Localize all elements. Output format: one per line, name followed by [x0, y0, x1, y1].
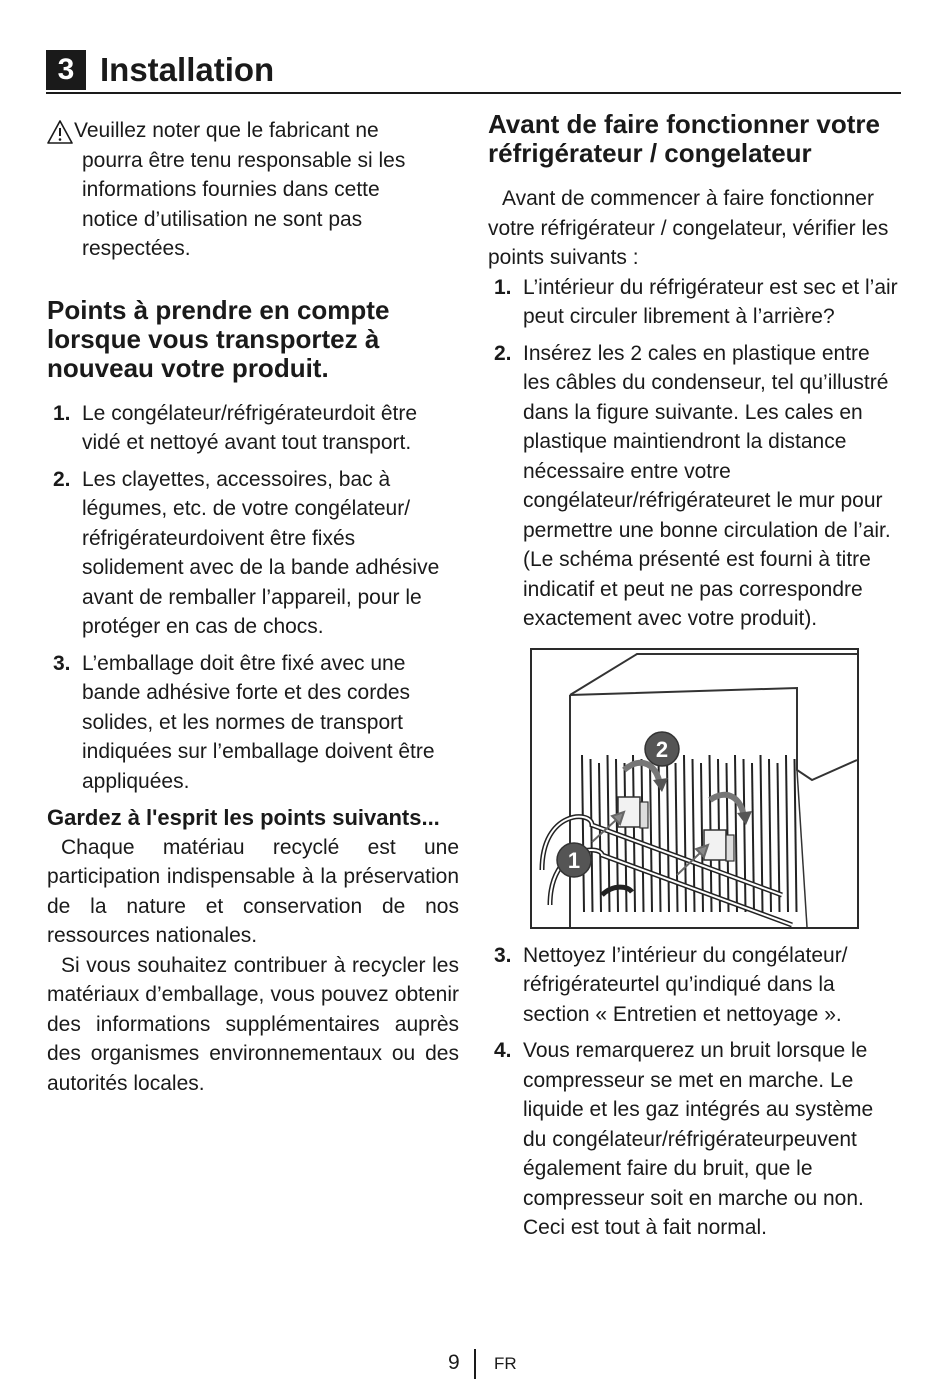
transport-heading: Points à prendre en compte lorsque vous transportez à nouveau votre produit. — [47, 294, 390, 383]
callout-badge-1 — [557, 843, 591, 877]
list-item — [47, 399, 459, 458]
list-item — [488, 941, 900, 1030]
step-number: 3. — [53, 651, 71, 675]
footer-divider — [474, 1349, 476, 1379]
list-item — [47, 649, 459, 797]
step-text: Le congélateur/réfrigérateurdoit être vidé et nettoyé avant tout transport. — [82, 401, 418, 454]
list-item — [488, 273, 900, 332]
step-number: 4. — [494, 1039, 512, 1062]
right-column — [488, 110, 900, 1250]
step-number: 2. — [494, 341, 512, 365]
left-column — [47, 110, 459, 1098]
page-number: 9 — [448, 1351, 460, 1374]
warning-line: pourra être tenu responsable si les — [82, 148, 406, 172]
page-footer — [0, 1349, 950, 1383]
step-text: L’intérieur du réfrigérateur est sec et l’air peut circuler librement à l’arrière? — [523, 275, 898, 328]
step-number: 2. — [53, 467, 71, 491]
callout-badge-2 — [645, 732, 679, 766]
recycling-contact-paragraph: Si vous souhaitez contribuer à recycler les matériaux d’emballage, vous pouvez obtenir des informations supplémentaires auprès des organismes environnementaux ou des autorités locales. — [47, 953, 459, 1095]
check-steps — [488, 273, 900, 634]
callout-label-1: 1 — [567, 847, 581, 873]
warning-line: Veuillez noter que le fabricant ne — [74, 119, 379, 142]
step-text: Insérez les 2 cales en plastique entre les câbles du condenseur, tel qu’illustré dans la figure suivante. Les cales en plastique maintiendront la distance nécessaire entre votre congélateur/réfrigérateuret le mur pour permettre une bonne circulation de l’air. (Le schéma présenté est fourni à titre indicatif et peut ne pas correspondre exactement avec votre produit). — [523, 341, 891, 630]
chapter-number-badge: 3 — [46, 50, 86, 90]
warning-line: respectées. — [82, 237, 191, 260]
check-steps-continued — [488, 941, 900, 1243]
warning-line: informations fournies dans cette — [82, 178, 380, 201]
step-number: 1. — [494, 275, 512, 299]
remember-heading: Gardez à l'esprit les points suivants... — [47, 805, 440, 830]
callout-label-2: 2 — [655, 736, 669, 762]
list-item — [488, 339, 900, 634]
warning-note — [47, 116, 459, 264]
warning-triangle-icon — [47, 120, 73, 144]
chapter-header — [46, 48, 901, 94]
step-number: 1. — [53, 401, 71, 425]
fridge-back-illustration — [532, 650, 857, 927]
list-item — [488, 1036, 900, 1243]
list-item — [47, 465, 459, 642]
warning-line: notice d’utilisation ne sont pas — [82, 207, 363, 231]
before-operation-heading: Avant de faire fonctionner votre réfrigérateur / congelateur — [488, 109, 880, 168]
chapter-title: Installation — [100, 51, 275, 88]
transport-steps — [47, 399, 459, 797]
condenser-spacer-illustration — [530, 648, 859, 929]
language-code: FR — [494, 1354, 517, 1373]
step-text: L’emballage doit être fixé avec une bande adhésive forte et des cordes solides, et les normes de transport indiquées sur l’emballage doivent être appliquées. — [82, 651, 435, 793]
before-operation-intro: Avant de commencer à faire fonctionner votre réfrigérateur / congelateur, vérifier les points suivants : — [488, 187, 889, 269]
step-text: Les clayettes, accessoires, bac à légumes, etc. de votre congélateur/ réfrigérateurdoivent être fixés solidement avec de la bande adhésive avant de remballer l’appareil, pour le protéger en cas de chocs. — [82, 467, 440, 638]
step-text: Nettoyez l’intérieur du congélateur/ réfrigérateurtel qu’indiqué dans la section « Entretien et nettoyage ». — [523, 943, 848, 1026]
step-number: 3. — [494, 943, 512, 967]
step-text: Vous remarquerez un bruit lorsque le compresseur se met en marche. Le liquide et les gaz intégrés au système du congélateur/réfrigérateurpeuvent également faire du bruit, que le compresseur soit en marche ou non. Ceci est tout à fait normal. — [523, 1039, 874, 1239]
recycling-paragraph: Chaque matériau recyclé est une participation indispensable à la préservation de la nature et conservation de nos ressources nationales. — [47, 835, 459, 947]
